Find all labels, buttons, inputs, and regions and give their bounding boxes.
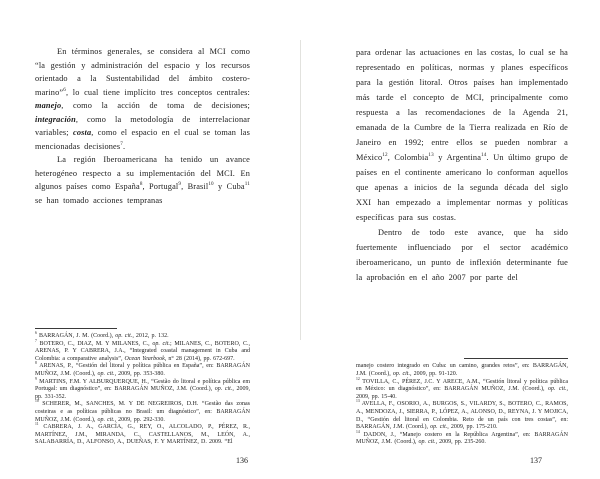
footnote-separator	[464, 358, 568, 359]
footnote: $^6$ BARRAGÁN, J. M. (Coord.), op. cit., 2012, p. 132.	[35, 331, 169, 340]
footnote: $^9$ MARTINS, F.M. Y ALBURQUERQUE, H., “Gestão do litoral e política pública em Portugal: um diagnóstico”, en: BARRAGÁN MUÑOZ, J.M. (Coord.), op. cit., 2009, pp. 331-352.	[35, 376, 250, 400]
footnote-area-left	[35, 328, 250, 447]
footnote-area-right	[356, 358, 568, 447]
footnote-list-right	[356, 363, 568, 447]
footnote-list-left	[35, 333, 250, 447]
body-text-left	[35, 45, 250, 207]
footnote: $^7$ BOTERO, C., DIAZ, M. Y MILANES, C., op. cit.; MILANES, C., BOTERO, C., ARENAS, P. Y CABRERA, J.A., “Integrated coastal management in Cuba and Colombia: a comparative analysis”, Ocean Yearbook, n° 28 (2014), pp. 672-697.	[35, 338, 250, 362]
footnote: $^{14}$ DADON, J., “Manejo costero en la República Argentina”, en: BARRAGÁN MUÑOZ, J.M. (Coord.), op. cit., 2009, pp. 235-260.	[356, 429, 568, 446]
body-paragraph: Dentro de todo este avance, que ha sido fuertemente influenciado por el sector académico iberoamericano, un punto de inflexión determinante fue la aprobación en el año 2007 por parte del	[356, 228, 568, 282]
page-number-left: 136	[236, 456, 248, 465]
page-number-right: 137	[530, 456, 542, 465]
page-right	[300, 0, 600, 479]
footnote: $^8$ ARENAS, P., “Gestión del litoral y política pública en España”, en: BARRAGÁN MUÑOZ, J.M. (Coord.), op. cit., 2009, pp. 353-380.	[35, 361, 250, 378]
body-text-right	[356, 45, 568, 285]
body-paragraph: En términos generales, se considera al MCI como “la gestión y administración del espacio y los recursos orientado a la Sustentabilidad del ámbito costero-marino”$^6$, lo cual tiene implícito tres conceptos centrales: manejo, como la acción de toma de decisiones; integración, como la metodología de interrelacionar variables; costa, como el espacio en el cual se toman las mencionadas decisiones$^7$.	[35, 47, 250, 151]
footnote: $^{10}$ SCHERER, M., SANCHES, M. Y DE NEGREIROS, D.H. “Gestão das zonas costeiras e as políticas públicas no Brasil: um diagnóstico”, en: BARRAGÁN MUÑOZ, J.M. (Coord.), op. cit., 2009, pp. 292-330.	[35, 399, 250, 423]
footnote: $^{13}$ AVELLA, F., OSORIO, A., BURGOS, S., VILARDY, S., BOTERO, C., RAMOS, A., MENDOZA, J., SIERRA, P., LÓPEZ, A., ALONSO, D., REYNA, J. Y MOJICA, D., “Gestión del litoral en Colombia. Reto de un país con tres costas”, en: BARRAGÁN, J.M. (Coord.), op. cit., 2009, pp. 175-210.	[356, 399, 568, 431]
body-paragraph: La región Iberoamericana ha tenido un avance heterogéneo respecto a su implementación del MCI. En algunos países como España$^8$, Portugal$^9$, Brasil$^{10}$ y Cuba$^{11}$ se han tomado acciones tempranas	[35, 155, 250, 205]
footnote: $^{12}$ TOVILLA, C., PÉREZ, J.C. Y ARECE, A.M., “Gestión litoral y política pública en México: un diagnóstico”, en: BARRAGÁN MUÑOZ, J.M. (Coord.), op. cit., 2009, pp. 15-40.	[356, 376, 568, 400]
footnote: $^{11}$ CABRERA, J. A., GARCÍA, G., REY, O., ALCOLADO, P., PÉREZ, R., MARTÍNEZ, J.M., MIRANDA, C., CASTELLANOS, M., LEÓN, A., SALABARRÍA, D., ALFONSO, A., DUEÑAS, F. Y MARTÍNEZ, D. 2009. “El	[35, 422, 250, 446]
body-paragraph: para ordenar las actuaciones en las costas, lo cual se ha representado en políticas, normas y planes específicos para la gestión litoral. Otros países han implementado más tarde el concepto de MCI, principalmente como respuesta a las recomendaciones de la Agenda 21, emanada de la Cumbre de la Tierra realizada en Río de Janeiro en 1992; entre ellos se pueden nombrar a México$^{12}$, Colombia$^{13}$ y Argentina$^{14}$. Un último grupo de países en el continente americano lo conforman aquellos que apenas a inicios de la segunda década del siglo XXI han empezado a implementar normas y políticas específicas para sus costas.	[356, 48, 569, 222]
footnote: manejo costero integrado en Cuba: un camino, grandes retos”, en: BARRAGÁN, J.M. (Coord.), op. cit., 2009, pp. 91-120.	[356, 363, 568, 378]
footnote-separator	[35, 328, 117, 329]
